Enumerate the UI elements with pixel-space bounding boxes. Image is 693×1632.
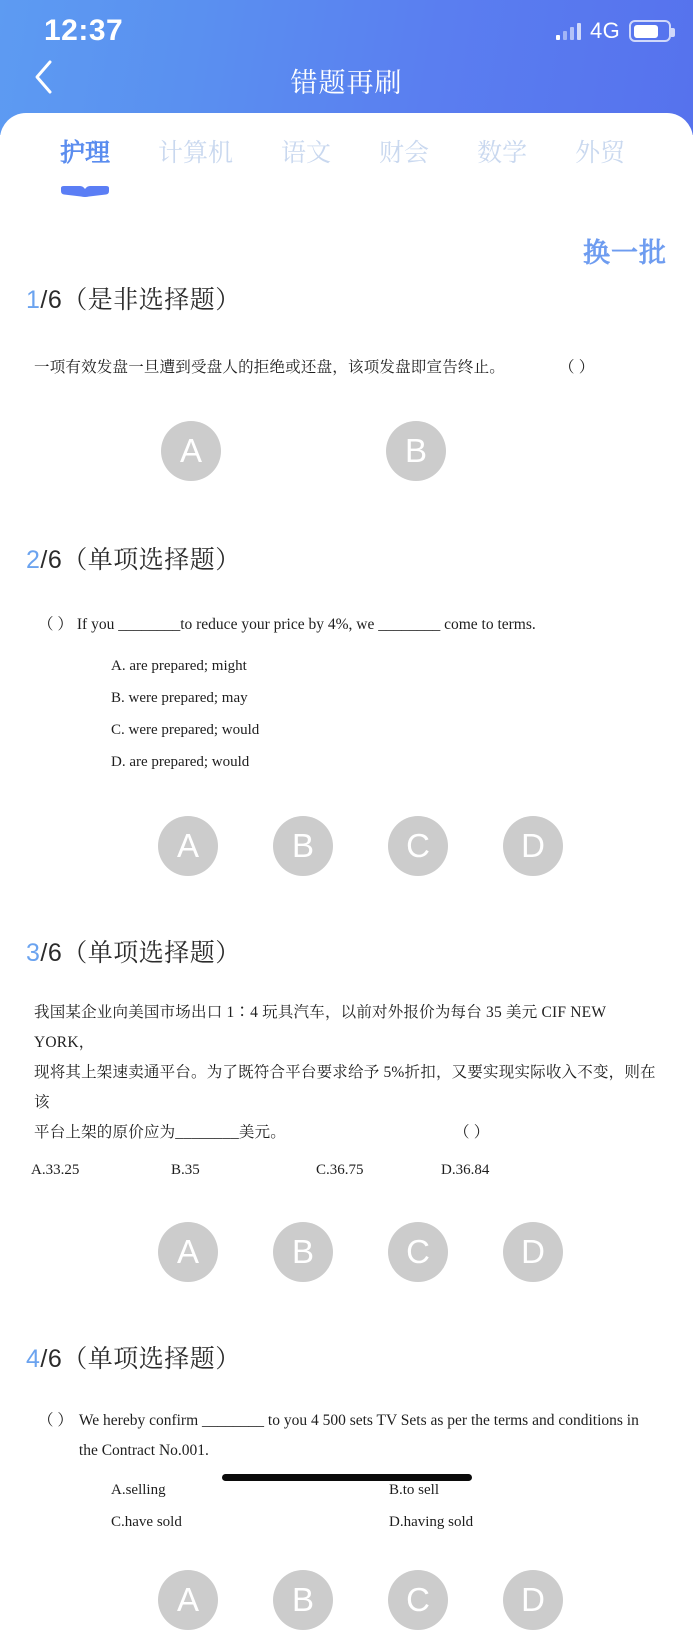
answer-blank-marker: （ ）: [454, 1124, 490, 1141]
nav-bar: [0, 52, 693, 108]
option-c[interactable]: C. were prepared; would: [111, 722, 260, 738]
choice-button-c[interactable]: C: [388, 816, 448, 876]
question-heading: [26, 936, 667, 970]
choice-button-c[interactable]: C: [388, 1222, 448, 1282]
question-number: 2: [26, 546, 41, 574]
question-heading: [26, 283, 667, 317]
option-d[interactable]: D. are prepared; would: [111, 754, 250, 770]
tab-nursing[interactable]: [60, 137, 110, 169]
answer-blank-marker: （ ）: [559, 359, 595, 376]
question-stem-line-2: the Contract No.001.: [78, 1442, 209, 1459]
battery-icon: [629, 20, 671, 42]
option-a[interactable]: A. are prepared; might: [111, 658, 247, 674]
tab-label: 财会: [379, 139, 430, 167]
content-sheet: [0, 113, 693, 1618]
question-stem-line-1: We hereby confirm ________ to you 4 500 sets TV Sets as per the terms and conditions in: [78, 1412, 639, 1429]
tab-foreign-trade[interactable]: [575, 137, 625, 169]
choice-button-b[interactable]: B: [273, 1570, 333, 1630]
tab-label: 护理: [60, 139, 111, 167]
question-number: 3: [26, 939, 41, 967]
category-tabs: [0, 113, 693, 199]
tab-label: 语文: [281, 139, 332, 167]
choice-button-c[interactable]: C: [388, 1570, 448, 1630]
choice-button-a[interactable]: A: [161, 421, 221, 481]
refresh-batch-row: [583, 231, 667, 270]
page-title: 错题再刷: [290, 67, 403, 98]
question-stem-line-3: 平台上架的原价应为________美元。: [34, 1124, 287, 1141]
active-tab-indicator-icon: [59, 175, 111, 189]
option-c[interactable]: C.36.75: [316, 1162, 364, 1178]
question-heading: [26, 543, 667, 577]
choice-button-a[interactable]: A: [158, 816, 218, 876]
home-indicator[interactable]: [222, 1474, 472, 1481]
choice-button-a[interactable]: A: [158, 1222, 218, 1282]
tab-label: 计算机: [158, 139, 234, 167]
question-list: [0, 278, 693, 1632]
question-type-label: /6（是非选择题）: [40, 286, 241, 314]
question-stem: 一项有效发盘一旦遭到受盘人的拒绝或还盘，该项发盘即宣告终止。: [34, 359, 506, 376]
option-d[interactable]: D.36.84: [441, 1162, 490, 1178]
status-right-group: [556, 18, 671, 44]
tab-chinese[interactable]: [281, 137, 331, 169]
question-stem-line-2: 现将其上架速卖通平台。为了既符合平台要求给予 5%折扣，又要实现实际收入不变，则在该: [34, 1064, 656, 1111]
option-c[interactable]: C.have sold: [111, 1514, 182, 1530]
option-b[interactable]: B. were prepared; may: [111, 690, 248, 706]
question-type-label: /6（单项选择题）: [40, 1345, 241, 1373]
question-number: 1: [26, 286, 41, 314]
choice-button-d[interactable]: D: [503, 1570, 563, 1630]
option-d[interactable]: D.having sold: [389, 1514, 474, 1530]
option-a[interactable]: A.selling: [111, 1482, 166, 1498]
option-b[interactable]: B.to sell: [389, 1482, 440, 1498]
tab-computer[interactable]: [158, 137, 233, 169]
question-item-3: [0, 878, 693, 1284]
tab-accounting[interactable]: [379, 137, 429, 169]
question-item-1: [0, 278, 693, 483]
network-type-label: 4G: [590, 18, 620, 43]
tab-label: 数学: [477, 139, 528, 167]
status-clock: 12:37: [44, 14, 124, 47]
question-heading: [26, 1342, 667, 1376]
answer-blank-marker: （ ）: [38, 1412, 73, 1429]
question-stem-line-1: 我国某企业向美国市场出口 1∶4 玩具汽车，以前对外报价为每台 35 美元 CIF NEW YORK，: [34, 1004, 606, 1051]
option-a[interactable]: A.33.25: [31, 1162, 80, 1178]
answer-blank-marker: （ ）: [38, 616, 73, 633]
question-type-label: /6（单项选择题）: [40, 546, 241, 574]
choice-button-b[interactable]: B: [273, 1222, 333, 1282]
choice-buttons: [26, 1222, 667, 1284]
refresh-batch-button[interactable]: 换一批: [583, 238, 667, 268]
choice-button-d[interactable]: D: [503, 1222, 563, 1282]
choice-buttons: [26, 1570, 667, 1632]
question-type-label: /6（单项选择题）: [40, 939, 241, 967]
question-stem: If you ________to reduce your price by 4%, we ________ come to terms.: [76, 616, 536, 633]
tab-label: 外贸: [575, 139, 626, 167]
choice-button-b[interactable]: B: [273, 816, 333, 876]
choice-buttons: [26, 421, 667, 483]
tab-math[interactable]: [477, 137, 527, 169]
choice-button-d[interactable]: D: [503, 816, 563, 876]
choice-buttons: [26, 816, 667, 878]
choice-button-a[interactable]: A: [158, 1570, 218, 1630]
question-number: 4: [26, 1345, 41, 1373]
option-b[interactable]: B.35: [171, 1162, 200, 1178]
question-item-2: [0, 483, 693, 878]
choice-button-b[interactable]: B: [386, 421, 446, 481]
question-item-4: [0, 1284, 693, 1632]
signal-bars-icon: [556, 23, 582, 40]
